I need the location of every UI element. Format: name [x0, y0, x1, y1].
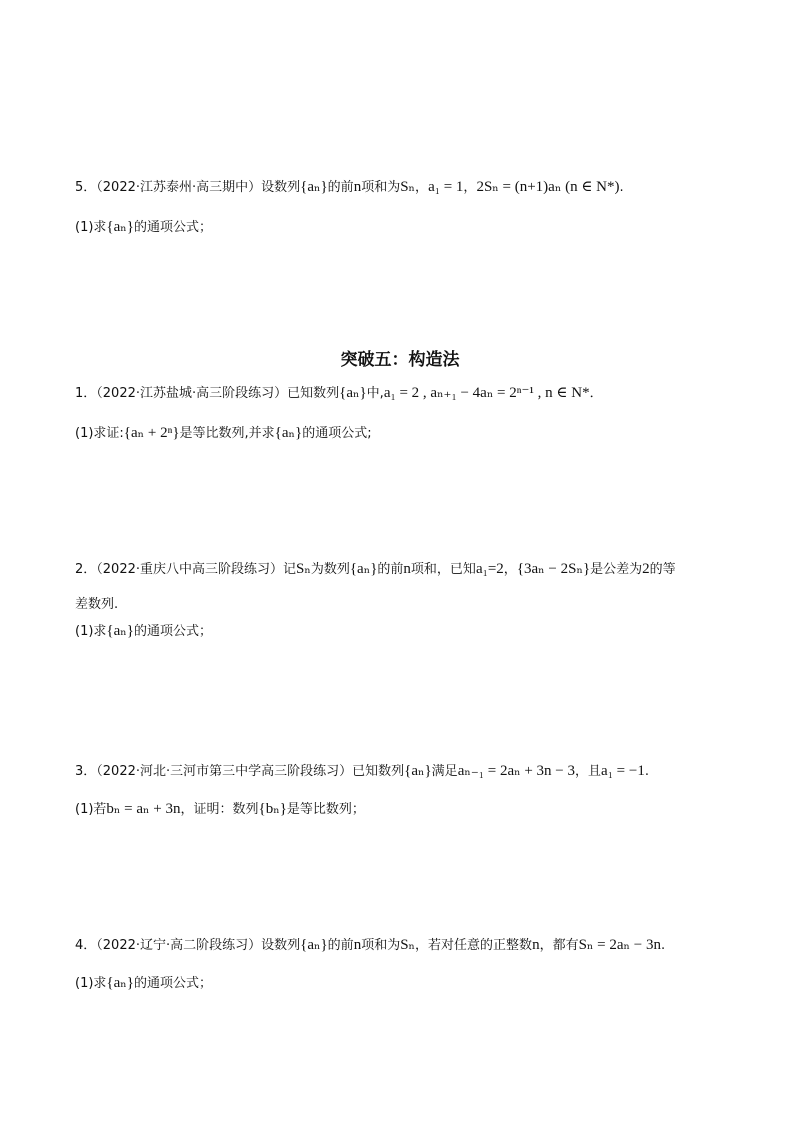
- text-fragment: 4．（2022·辽宁·高二阶段练习）设数列: [75, 938, 301, 953]
- number: 2: [642, 561, 650, 577]
- text-fragment: 项和为: [361, 180, 401, 195]
- section-title: 突破五：构造法: [340, 350, 460, 370]
- text-fragment: 3．（2022·河北·三河市第三中学高三阶段练习）已知数列: [75, 764, 405, 779]
- sequence-expr: {aₙ}: [106, 219, 134, 235]
- definition-formula: bₙ = aₙ + 3n: [106, 801, 181, 817]
- var-sn: Sₙ: [296, 561, 311, 577]
- text-fragment: (1)求: [75, 976, 107, 991]
- problem-5-prefix: 5．（2022·江苏泰州·高三期中）设数列: [75, 180, 301, 195]
- problem-1-statement: [75, 383, 740, 404]
- problem-5-statement: [75, 177, 740, 198]
- sequence-expr: {bₙ}: [258, 801, 287, 817]
- sequence-expr: {aₙ}: [300, 179, 328, 195]
- text-fragment: 的等: [649, 562, 676, 577]
- recurrence-formula: a₁ = 2 , aₙ₊₁ − 4aₙ = 2ⁿ⁻¹ , n ∈ N*: [383, 385, 590, 401]
- text-fragment: .: [619, 180, 624, 195]
- var-n: n: [532, 937, 540, 953]
- var-n: n: [353, 937, 362, 953]
- text-fragment: .: [660, 938, 666, 953]
- sequence-expr: {aₙ}: [106, 623, 134, 639]
- var-sn: Sₙ: [400, 937, 416, 953]
- text-fragment: 的前: [377, 562, 404, 577]
- text-fragment: (1)求: [75, 624, 107, 639]
- sequence-expr: {aₙ}: [274, 425, 303, 441]
- text-fragment: 1．（2022·江苏盐城·高三阶段练习）已知数列: [75, 386, 340, 401]
- problem-5-part-1: [75, 217, 740, 238]
- text-fragment: 是等比数列；: [286, 802, 365, 817]
- problem-2-continuation: 差数列.: [75, 597, 119, 612]
- problem-2-statement: [75, 559, 740, 580]
- text-fragment: ，都有: [539, 938, 579, 953]
- sequence-expr: {3aₙ − 2Sₙ}: [516, 561, 591, 577]
- text-fragment: .: [644, 764, 649, 779]
- text-fragment: 的前: [327, 180, 354, 195]
- text-fragment: 项和为: [361, 938, 401, 953]
- var-sn: Sₙ: [400, 179, 416, 195]
- text-fragment: 的通项公式;: [302, 426, 372, 441]
- text-fragment: 为数列: [310, 562, 350, 577]
- sequence-expr: {aₙ}: [106, 975, 134, 991]
- text-fragment: 满足: [431, 764, 458, 779]
- problem-4-statement: [75, 935, 740, 956]
- sequence-expr: {aₙ}: [404, 763, 432, 779]
- text-fragment: ，: [503, 562, 517, 577]
- text-fragment: (1)求证:: [75, 426, 124, 441]
- text-fragment: 是公差为: [590, 562, 643, 577]
- text-fragment: 是等比数列,并求: [179, 426, 275, 441]
- text-fragment: ．: [589, 386, 603, 401]
- initial-condition: a₁ = −1: [601, 763, 645, 779]
- text-fragment: ，: [415, 180, 429, 195]
- text-fragment: ，若对任意的正整数: [415, 938, 533, 953]
- sequence-expr: {aₙ}: [339, 385, 367, 401]
- var-n: n: [403, 561, 411, 577]
- problem-3-statement: [75, 761, 740, 782]
- sequence-expr: {aₙ}: [300, 937, 328, 953]
- recurrence-formula: Sₙ = 2aₙ − 3n: [578, 937, 661, 953]
- text-fragment: 的通项公式；: [133, 624, 212, 639]
- text-fragment: ，: [463, 180, 477, 195]
- text-fragment: 2．（2022·重庆八中高三阶段练习）记: [75, 562, 296, 577]
- text-fragment: 中,: [366, 386, 384, 401]
- problem-2-part-1: [75, 621, 740, 642]
- text-fragment: 项和，已知: [410, 562, 476, 577]
- problem-4-part-1: [75, 973, 740, 994]
- problem-3-part-1: [75, 799, 740, 820]
- text-fragment: 的通项公式；: [133, 220, 212, 235]
- initial-condition: a₁=2: [475, 561, 504, 577]
- var-n: n: [353, 179, 362, 195]
- recurrence-formula: aₙ₋₁ = 2aₙ + 3n − 3: [457, 763, 576, 779]
- text-fragment: ，且: [575, 764, 602, 779]
- sequence-expr: {aₙ + 2ⁿ}: [123, 425, 180, 441]
- text-fragment: 的前: [327, 938, 354, 953]
- text-fragment: 的通项公式；: [133, 976, 212, 991]
- text-fragment: ，证明：数列: [180, 802, 259, 817]
- initial-condition: a₁ = 1: [428, 179, 464, 195]
- text-fragment: (1)求: [75, 220, 107, 235]
- text-fragment: (1)若: [75, 802, 107, 817]
- problem-1-part-1: [75, 423, 740, 444]
- recurrence-formula: 2Sₙ = (n+1)aₙ (n ∈ N*): [476, 179, 620, 195]
- sequence-expr: {aₙ}: [349, 561, 378, 577]
